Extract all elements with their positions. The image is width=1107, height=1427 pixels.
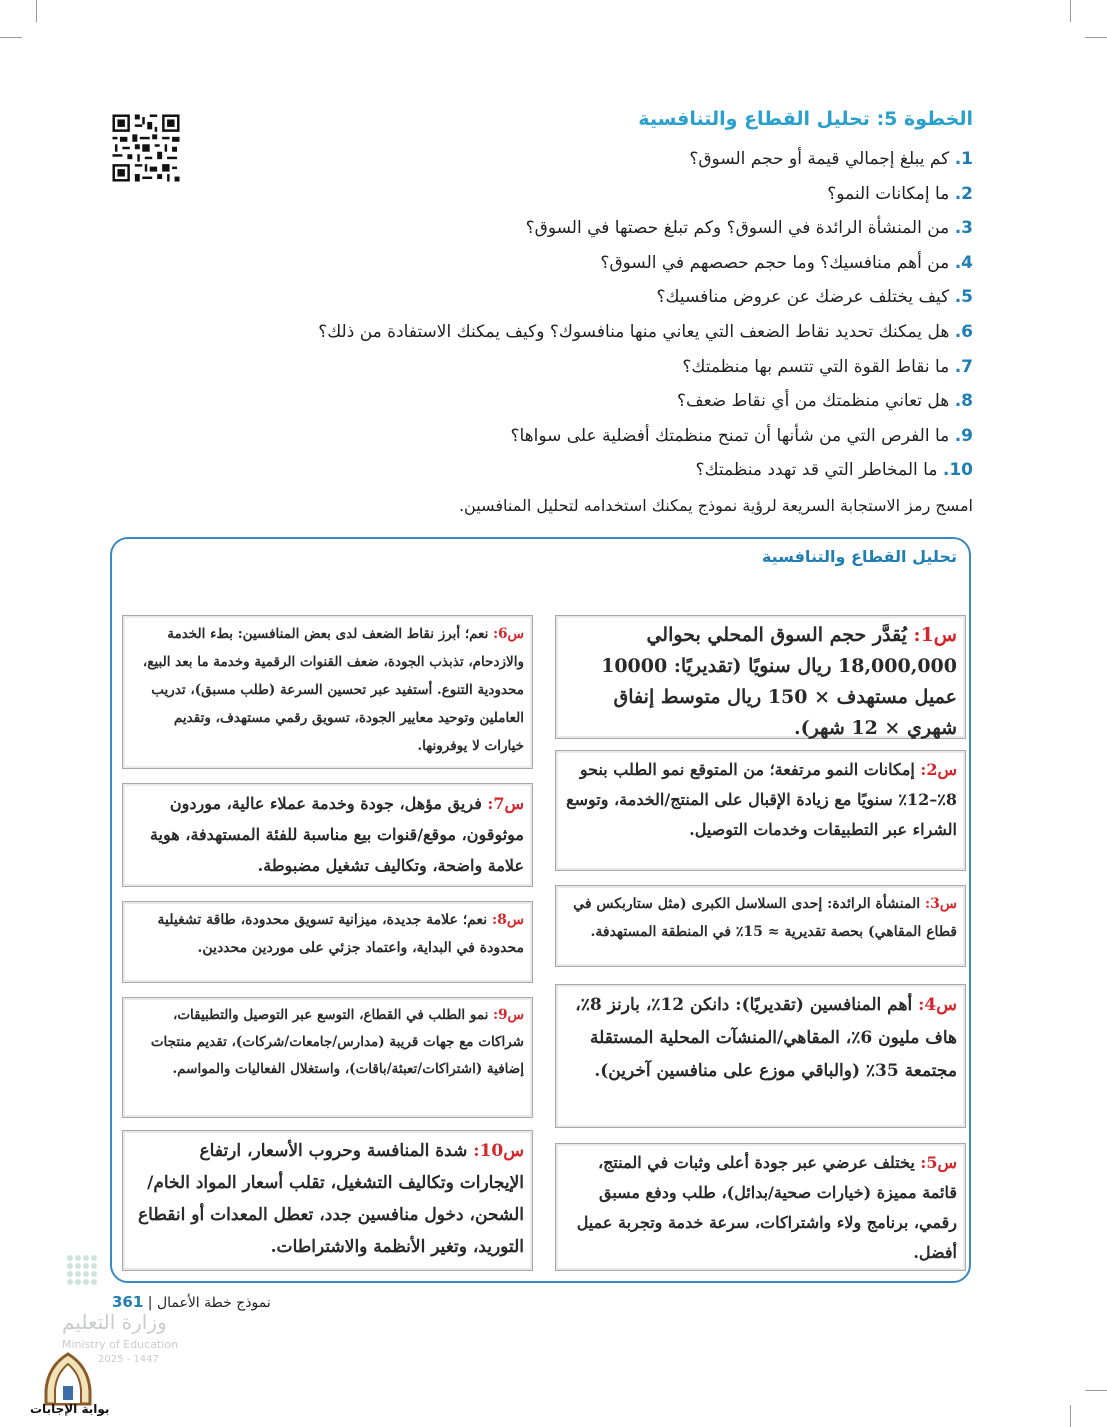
question-text: هل يمكنك تحديد نقاط الضعف التي يعاني منها منافسوك؟ وكيف يمكنك الاستفادة من ذلك؟ <box>318 321 950 342</box>
answer-tag: س6: <box>493 626 524 642</box>
ministry-name-ar: وزارة التعليم <box>62 1310 167 1334</box>
section-heading <box>638 108 973 130</box>
answer-tag: س2: <box>920 760 957 779</box>
crop-mark <box>1085 37 1107 38</box>
list-item <box>213 421 973 456</box>
list-item <box>213 282 973 317</box>
answer-text: يختلف عرضي عبر جودة أعلى وثبات في المنتج، قائمة مميزة (خيارات صحية/بدائل)، طلب ودفع مسبق رقمي، برنامج ولاء واشتراكات، سرعة خدمة وتجربة عميل أفضل. <box>576 1153 957 1262</box>
answer-box-6 <box>122 615 533 769</box>
analysis-panel <box>110 537 971 1283</box>
list-item <box>213 386 973 421</box>
answer-box-5 <box>555 1143 966 1271</box>
question-number: 6. <box>954 321 973 342</box>
answer-tag: س4: <box>918 995 957 1015</box>
footer-label: نموذج خطة الأعمال <box>156 1295 271 1311</box>
answer-box-9 <box>122 997 533 1118</box>
step-label: الخطوة 5: <box>876 108 973 130</box>
answer-tag: س1: <box>913 624 957 646</box>
crop-mark <box>1070 1405 1071 1427</box>
question-number: 10. <box>942 460 973 481</box>
answer-tag: س9: <box>493 1007 524 1023</box>
question-number: 4. <box>954 252 973 273</box>
questions-list <box>213 144 973 490</box>
answer-text: إمكانات النمو مرتفعة؛ من المتوقع نمو الطلب بنحو 8٪–12٪ سنويًا مع زيادة الإقبال على المنتج/الخدمة، وتوسع الشراء عبر التطبيقات وخدمات التوصيل. <box>566 760 957 839</box>
answer-text: نعم؛ علامة جديدة، ميزانية تسويق محدودة، طاقة تشغيلية محدودة في البداية، واعتماد جزئي على موردين محددين. <box>157 912 524 956</box>
answer-box-8 <box>122 901 533 983</box>
question-text: من أهم منافسيك؟ وما حجم حصصهم في السوق؟ <box>600 252 950 273</box>
question-number: 5. <box>954 287 973 308</box>
list-item <box>213 179 973 214</box>
question-text: ما نقاط القوة التي تتسم بها منظمتك؟ <box>682 356 950 377</box>
answer-tag: س7: <box>487 794 524 813</box>
answer-box-4 <box>555 984 966 1128</box>
list-item <box>213 213 973 248</box>
question-number: 8. <box>954 391 973 412</box>
list-item <box>213 248 973 283</box>
crop-mark <box>1085 1390 1107 1391</box>
question-text: من المنشأة الرائدة في السوق؟ وكم تبلغ حصتها في السوق؟ <box>525 218 950 239</box>
answer-text: أهم المنافسين (تقديريًا): دانكن 12٪، بارنز 8٪، هاف مليون 6٪، المقاهي/المنشآت المحلية المستقلة مجتمعة 35٪ (والباقي موزع على منافسين آخرين). <box>575 995 957 1081</box>
question-number: 7. <box>954 356 973 377</box>
question-text: كيف يختلف عرضك عن عروض منافسيك؟ <box>656 287 950 308</box>
answer-tag: س3: <box>924 896 957 912</box>
qr-code-icon[interactable] <box>110 112 182 184</box>
question-text: هل تعاني منظمتك من أي نقاط ضعف؟ <box>676 391 950 412</box>
answer-text: يُقدَّر حجم السوق المحلي بحوالي 18,000,000 ريال سنويًا (تقديريًا: 10000 عميل مستهدف × 150 ريال متوسط إنفاق شهري × 12 شهر). <box>601 624 957 739</box>
answer-box-2 <box>555 750 966 871</box>
answer-text: شدة المنافسة وحروب الأسعار، ارتفاع الإيجارات وتكاليف التشغيل، تقلب أسعار المواد الخام/الشحن، دخول منافسين جدد، تعطل المعدات أو انقطاع التوريد، وتغير الأنظمة والاشتراطات. <box>138 1141 524 1257</box>
question-number: 1. <box>954 149 973 169</box>
crop-mark <box>0 37 22 38</box>
question-number: 2. <box>954 183 973 204</box>
qr-instruction: امسح رمز الاستجابة السريعة لرؤية نموذج يمكنك استخدامه لتحليل المنافسين. <box>458 496 973 515</box>
question-text: ما إمكانات النمو؟ <box>827 183 950 204</box>
answer-box-1 <box>555 615 966 739</box>
question-number: 9. <box>954 425 973 446</box>
answer-box-7 <box>122 783 533 887</box>
answer-tag: س8: <box>491 912 524 928</box>
question-text: ما المخاطر التي قد تهدد منظمتك؟ <box>695 460 938 481</box>
answer-text: نعم؛ أبرز نقاط الضعف لدى بعض المنافسين: بطء الخدمة والازدحام، تذبذب الجودة، ضعف القنوات الرقمية وخدمة ما بعد البيع، محدودية التنوع. أستفيد عبر تحسين السرعة (طلب مسبق)، تدريب العاملين وتوحيد معايير الجودة، تسويق رقمي مستهدف، وتقديم خيارات لا يوفرونها. <box>142 626 524 754</box>
answer-tag: س10: <box>473 1141 524 1161</box>
step-title: تحليل القطاع والتنافسية <box>638 108 870 130</box>
ministry-year: 2025 - 1447 <box>98 1354 159 1365</box>
panel-title: تحليل القطاع والتنافسية <box>761 547 957 566</box>
answer-text: المنشأة الرائدة: إحدى السلاسل الكبرى (مثل ستاربكس في قطاع المقاهي) بحصة تقديرية ≈ 15٪ في المنطقة المستهدفة. <box>573 896 957 940</box>
crop-mark <box>1070 0 1071 22</box>
badge-label: بوابة الإجابات <box>30 1402 110 1416</box>
question-text: ما الفرص التي من شأنها أن تمنح منظمتك أفضلية على سواها؟ <box>510 425 950 446</box>
ministry-name-en: Ministry of Education <box>62 1338 179 1351</box>
page-footer <box>112 1293 271 1311</box>
answer-text: فريق مؤهل، جودة وخدمة عملاء عالية، موردون موثوقون، موقع/قنوات بيع مناسبة للفئة المستهدفة، هوية علامة واضحة، وتكاليف تشغيل مضبوطة. <box>149 794 524 875</box>
answer-tag: س5: <box>920 1153 957 1172</box>
answer-text: نمو الطلب في القطاع، التوسع عبر التوصيل والتطبيقات، شراكات مع جهات قريبة (مدارس/جامعات/شركات)، تقديم منتجات إضافية (اشتراكات/تعبئة/باقات)، واستغلال الفعاليات والمواسم. <box>150 1007 524 1077</box>
list-item <box>213 455 973 490</box>
page-number: 361 <box>112 1293 144 1311</box>
question-number: 3. <box>954 218 973 239</box>
list-item <box>213 317 973 352</box>
question-text: كم يبلغ إجمالي قيمة أو حجم السوق؟ <box>689 149 950 169</box>
crop-mark <box>36 0 37 22</box>
list-item <box>213 352 973 387</box>
answer-box-3 <box>555 885 966 967</box>
footer-separator: | <box>147 1295 153 1311</box>
list-item <box>213 144 973 179</box>
